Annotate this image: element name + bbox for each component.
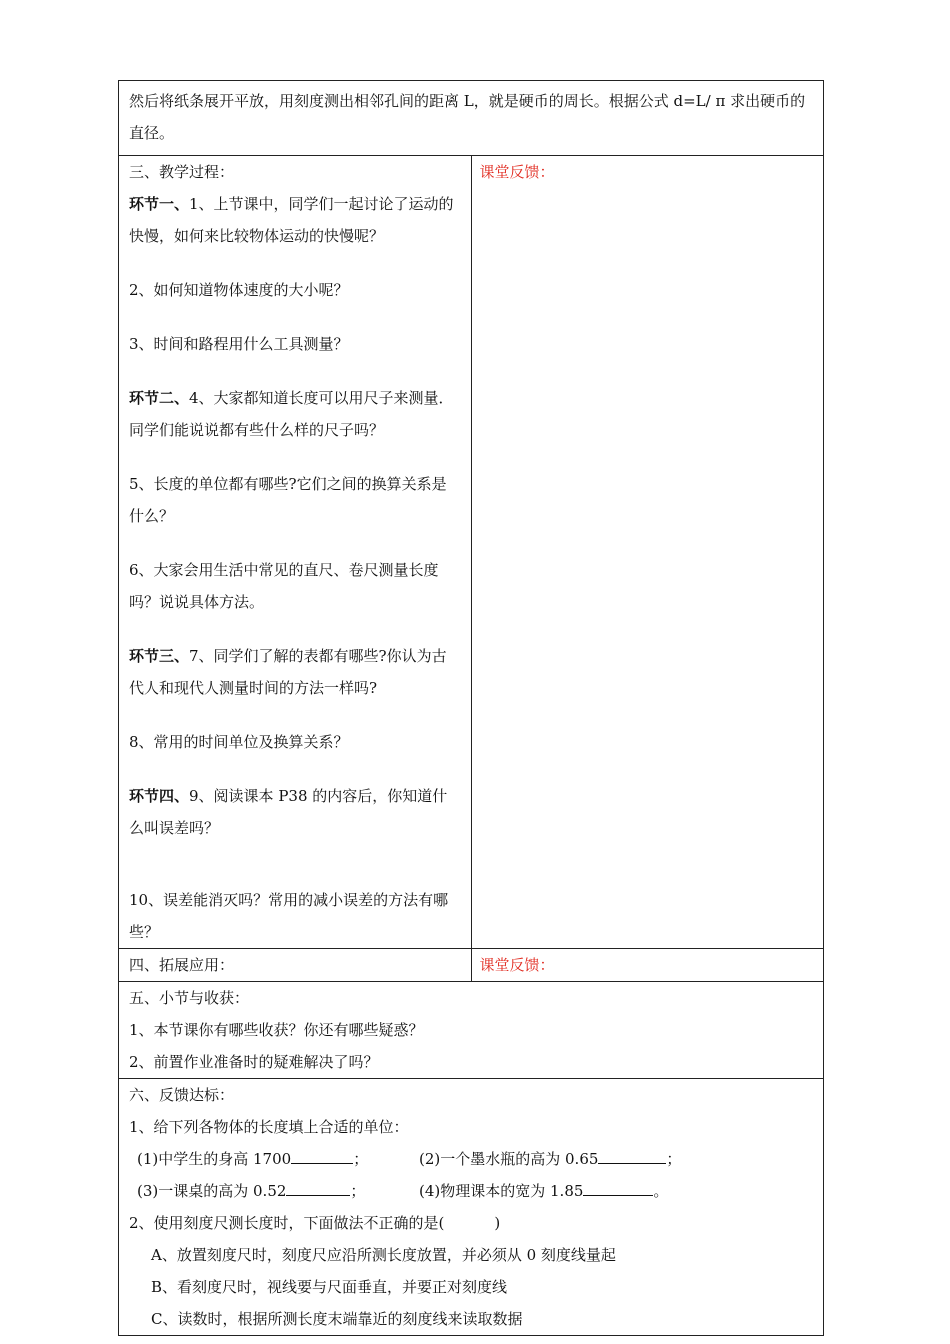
stage-label: 环节二、 <box>129 389 190 407</box>
list-item: 2、如何知道物体速度的大小呢？ <box>129 281 349 299</box>
intro-row <box>119 81 824 156</box>
answer-blank[interactable] <box>598 1148 666 1164</box>
list-item: 2、前置作业准备时的疑难解决了吗？ <box>129 1053 379 1071</box>
section4-title: 四、拓展应用： <box>129 956 235 974</box>
section3-title: 三、教学过程： <box>129 163 235 181</box>
section3-row <box>119 156 824 949</box>
lesson-table <box>118 80 824 1336</box>
fill-item: (1)中学生的身高 1700 ； <box>137 1150 369 1168</box>
section5-title: 五、小节与收获： <box>129 989 250 1007</box>
answer-blank[interactable] <box>286 1180 350 1196</box>
feedback-label: 课堂反馈： <box>479 163 555 181</box>
list-item: 6、大家会用生活中常见的直尺、卷尺测量长度吗？说说具体方法。 <box>129 561 439 611</box>
fill-row-1 <box>129 1143 813 1175</box>
answer-blank[interactable] <box>583 1180 653 1196</box>
list-item: 3、时间和路程用什么工具测量？ <box>129 335 349 353</box>
fill-item: (3)一课桌的高为 0.52 ； <box>137 1182 366 1200</box>
stage-label: 环节四、 <box>129 787 190 805</box>
list-item: 环节四、9、阅读课本 P38 的内容后，你知道什么叫误差吗？ <box>129 787 448 837</box>
list-item: 10、误差能消灭吗？常用的减小误差的方法有哪些？ <box>129 891 449 941</box>
option-b: B、看刻度尺时，视线要与尺面垂直，并要正对刻度线 <box>151 1278 508 1296</box>
section4-row <box>119 949 824 982</box>
stage-label: 环节三、 <box>129 647 190 665</box>
fill-row-2 <box>129 1175 813 1207</box>
list-item: 5、长度的单位都有哪些?它们之间的换算关系是什么？ <box>129 475 447 525</box>
section6-title: 六、反馈达标： <box>129 1086 235 1104</box>
question-1: 1、给下列各物体的长度填上合适的单位： <box>129 1118 409 1136</box>
worksheet-page <box>118 80 824 1336</box>
section6-row <box>119 1079 824 1336</box>
option-a: A、放置刻度尺时，刻度尺应沿所测长度放置，并必须从 0 刻度线量起 <box>151 1246 616 1264</box>
list-item: 环节一、1、上节课中，同学们一起讨论了运动的快慢，如何来比较物体运动的快慢呢？ <box>129 195 454 245</box>
list-item: 8、常用的时间单位及换算关系？ <box>129 733 349 751</box>
intro-text: 然后将纸条展开平放，用刻度测出相邻孔间的距离 L，就是硬币的周长。根据公式 d=L/ π 求出硬币的直径。 <box>129 92 806 142</box>
list-item: 1、本节课你有哪些收获？你还有哪些疑惑？ <box>129 1021 424 1039</box>
fill-item: (4)物理课本的宽为 1.85 。 <box>419 1182 669 1200</box>
question-2: 2、使用刻度尺测长度时，下面做法不正确的是( ) <box>129 1214 501 1232</box>
fill-item: (2)一个墨水瓶的高为 0.65 ； <box>419 1150 682 1168</box>
list-item: 环节三、7、同学们了解的表都有哪些?你认为古代人和现代人测量时间的方法一样吗? <box>129 647 447 697</box>
section5-row <box>119 982 824 1079</box>
answer-blank[interactable] <box>291 1148 353 1164</box>
stage-label: 环节一、 <box>129 195 190 213</box>
option-c: C、读数时，根据所测长度末端靠近的刻度线来读取数据 <box>151 1310 523 1328</box>
list-item: 环节二、4、大家都知道长度可以用尺子来测量．同学们能说说都有些什么样的尺子吗？ <box>129 389 454 439</box>
feedback-label: 课堂反馈： <box>479 956 555 974</box>
